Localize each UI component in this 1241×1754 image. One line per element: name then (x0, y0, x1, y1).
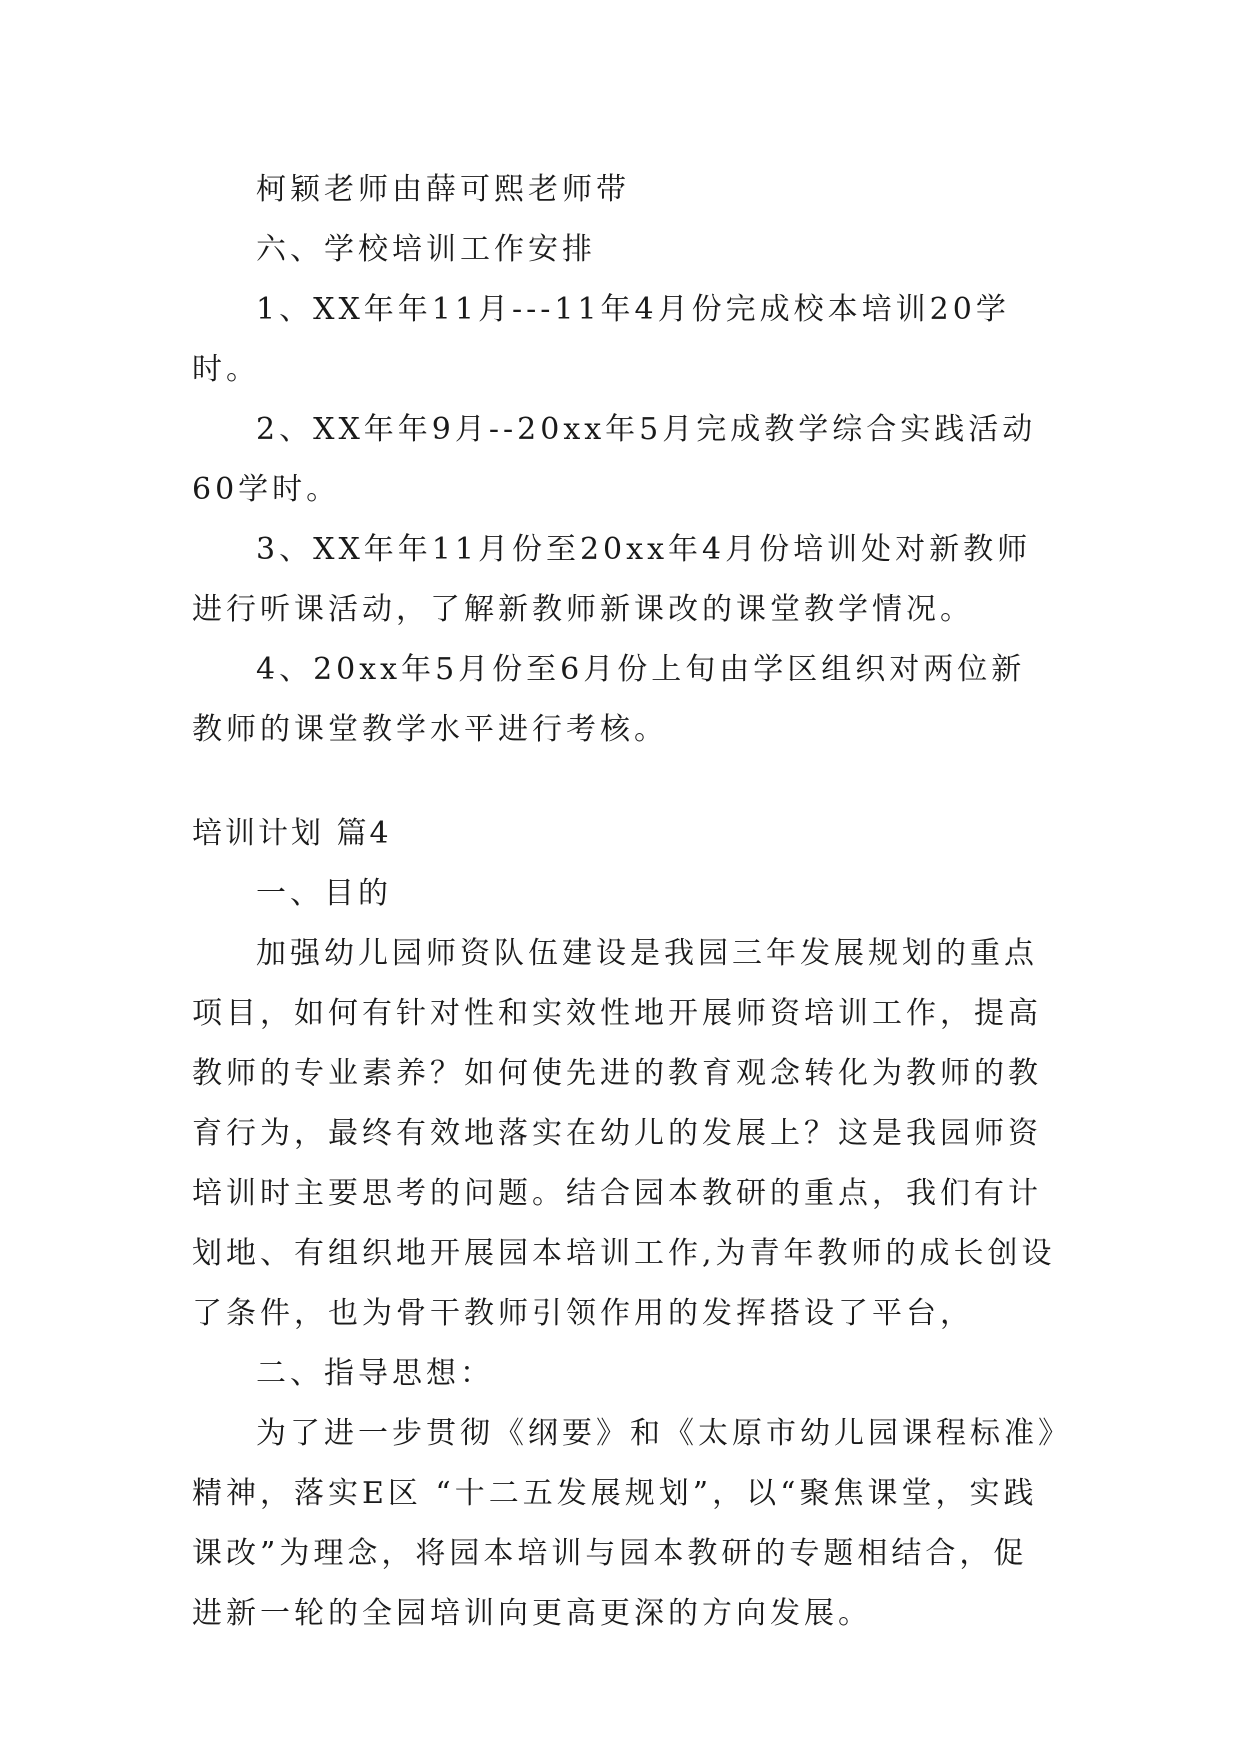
document-body (192, 160, 1058, 1644)
list-item-1: 1、XX年年11月---11年4月份完成校本培训20学时。 (192, 292, 1010, 387)
section-title: 培训计划 篇4 (192, 816, 392, 851)
heading-training-arrangement: 六、学校培训工作安排 (256, 232, 596, 267)
paragraph-guiding-ideology: 为了进一步贯彻《纲要》和《太原市幼儿园课程标准》精神，落实E区 “十二五发展规划”，以“聚焦课堂，实践课改”为理念，将园本培训与园本教研的专题相结合，促进新一轮的全园培训向更高更深的方向发展。 (192, 1416, 1057, 1631)
paragraph-teacher-pairing: 柯颖老师由薛可熙老师带 (256, 172, 630, 207)
list-item-4: 4、20xx年5月份至6月份上旬由学区组织对两位新教师的课堂教学水平进行考核。 (192, 652, 1026, 747)
heading-purpose: 一、目的 (256, 876, 392, 911)
list-item-2: 2、XX年年9月--20xx年5月完成教学综合实践活动60学时。 (192, 412, 1037, 507)
list-item-3: 3、XX年年11月份至20xx年4月份培训处对新教师进行听课活动，了解新教师新课改的课堂教学情况。 (192, 532, 1032, 627)
heading-guiding-ideology: 二、指导思想： (256, 1356, 494, 1391)
section-gap (192, 760, 1058, 804)
paragraph-purpose: 加强幼儿园师资队伍建设是我园三年发展规划的重点项目，如何有针对性和实效性地开展师资培训工作，提高教师的专业素养？如何使先进的教育观念转化为教师的教育行为，最终有效地落实在幼儿的发展上？这是我园师资培训时主要思考的问题。结合园本教研的重点，我们有计划地、有组织地开展园本培训工作,为青年教师的成长创设了条件，也为骨干教师引领作用的发挥搭设了平台， (192, 936, 1056, 1331)
